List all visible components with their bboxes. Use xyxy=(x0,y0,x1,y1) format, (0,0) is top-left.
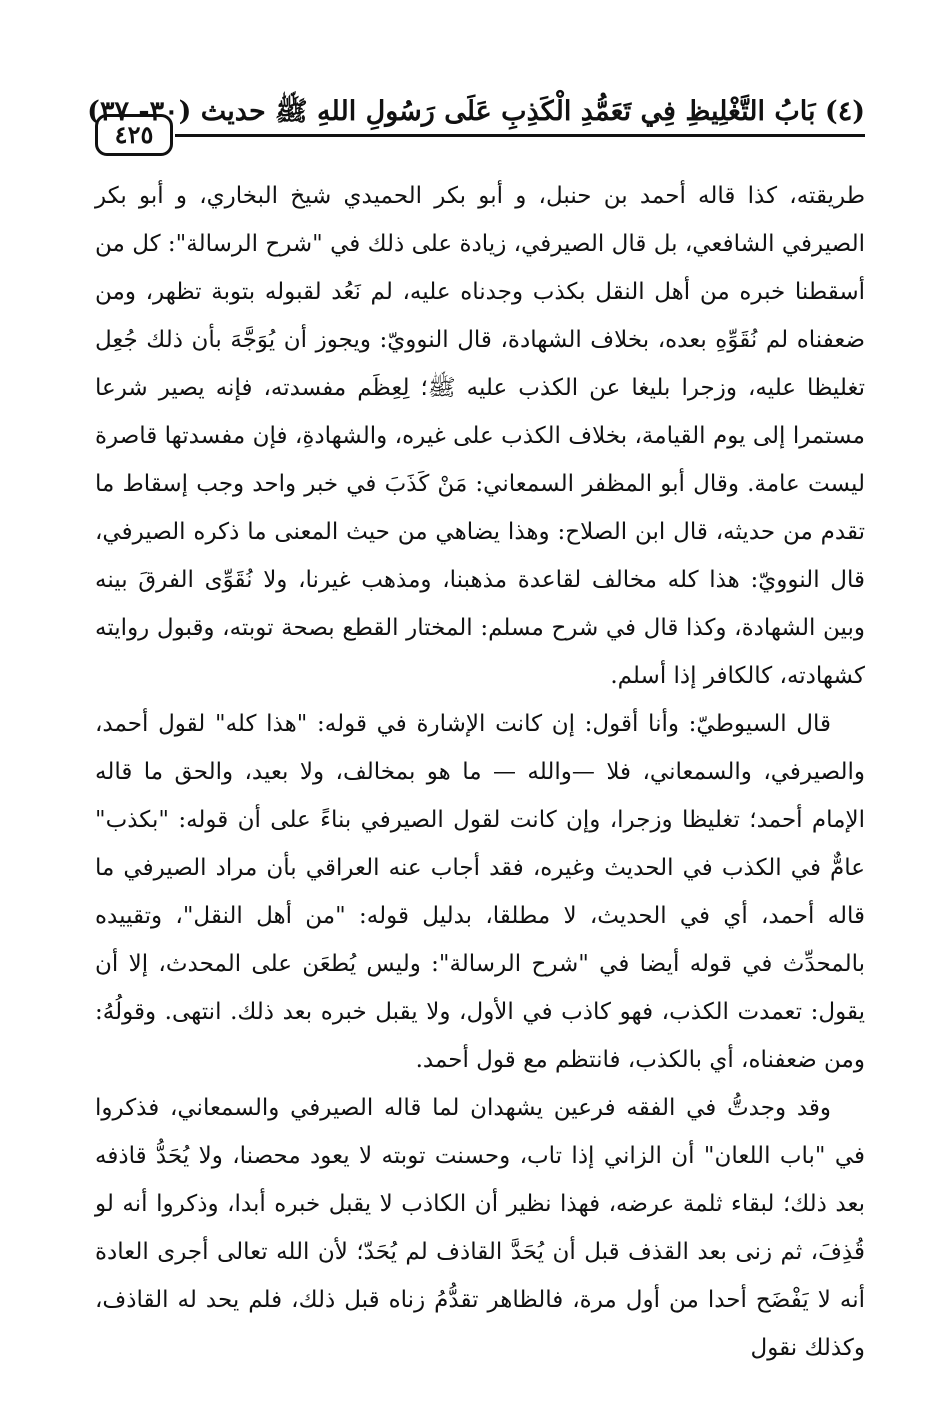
page-body xyxy=(95,172,865,1372)
running-header xyxy=(87,92,865,152)
page-number: ٤٢٥ xyxy=(95,114,173,156)
header-rule xyxy=(175,134,865,137)
paragraph-1: طريقته، كذا قاله أحمد بن حنبل، و أبو بكر الحميدي شيخ البخاري، و أبو بكر الصيرفي الشافعي، بل قال الصيرفي، زيادة على ذلك في "شرح الرسالة": كل من أسقطنا خبره من أهل النقل بكذب وجدناه عليه، لم نَعُد لقبوله بتوبة تظهر، ومن ضعفناه لم نُقَوِّهِ بعده، بخلاف الشهادة، قال النوويّ: ويجوز أن يُوَجَّهَ بأن ذلك جُعِل تغليظا عليه، وزجرا بليغا عن الكذب عليه ﷺ؛ لِعِظَم مفسدته، فإنه يصير شرعا مستمرا إلى يوم القيامة، بخلاف الكذب على غيره، والشهادةِ، فإن مفسدتها قاصرة ليست عامة. وقال أبو المظفر السمعاني: مَنْ كَذَبَ في خبر واحد وجب إسقاط ما تقدم من حديثه، قال ابن الصلاح: وهذا يضاهي من حيث المعنى ما ذكره الصيرفي، قال النوويّ: هذا كله مخالف لقاعدة مذهبنا، ومذهب غيرنا، ولا نُقَوِّى الفرقَ بينه وبين الشهادة، وكذا قال في شرح مسلم: المختار القطع بصحة توبته، وقبول روايته كشهادته، كالكافر إذا أسلم. xyxy=(95,183,865,689)
paragraph-2: قال السيوطيّ: وأنا أقول: إن كانت الإشارة في قوله: "هذا كله" لقول أحمد، والصيرفي، والسمعاني، فلا —والله — ما هو بمخالف، ولا بعيد، والحق ما قاله الإمام أحمد؛ تغليظا وزجرا، وإن كانت لقول الصيرفي بناءً على أن قوله: "بكذب" عامٌّ في الكذب في الحديث وغيره، فقد أجاب عنه العراقي بأن مراد الصيرفي ما قاله أحمد، أي في الحديث، لا مطلقا، بدليل قوله: "من أهل النقل"، وتقييده بالمحدِّث في قوله أيضا في "شرح الرسالة": وليس يُطعَن على المحدث، إلا أن يقول: تعمدت الكذب، فهو كاذب في الأول، ولا يقبل خبره بعد ذلك. انتهى. وقولُهُ: ومن ضعفناه، أي بالكذب، فانتظم مع قول أحمد. xyxy=(95,711,865,1073)
chapter-title: (٤) بَابُ التَّغْلِيظِ فِي تَعَمُّدِ الْكَذِبِ عَلَى رَسُولِ اللهِ ﷺ حديث (٣٠- ٣٧) xyxy=(87,96,865,127)
paragraph-3: وقد وجدتُّ في الفقه فرعين يشهدان لما قاله الصيرفي والسمعاني، فذكروا في "باب اللعان" أن الزاني إذا تاب، وحسنت توبته لا يعود محصنا، ولا يُحَدُّ قاذفه بعد ذلك؛ لبقاء ثلمة عرضه، فهذا نظير أن الكاذب لا يقبل خبره أبدا، وذكروا أنه لو قُذِفَ، ثم زنى بعد القذف قبل أن يُحَدَّ القاذف لم يُحَدّ؛ لأن الله تعالى أجرى العادة أنه لا يَفْضَح أحدا من أول مرة، فالظاهر تقدُّمُ زناه قبل ذلك، فلم يحد له القاذف، وكذلك نقول xyxy=(95,1095,865,1361)
